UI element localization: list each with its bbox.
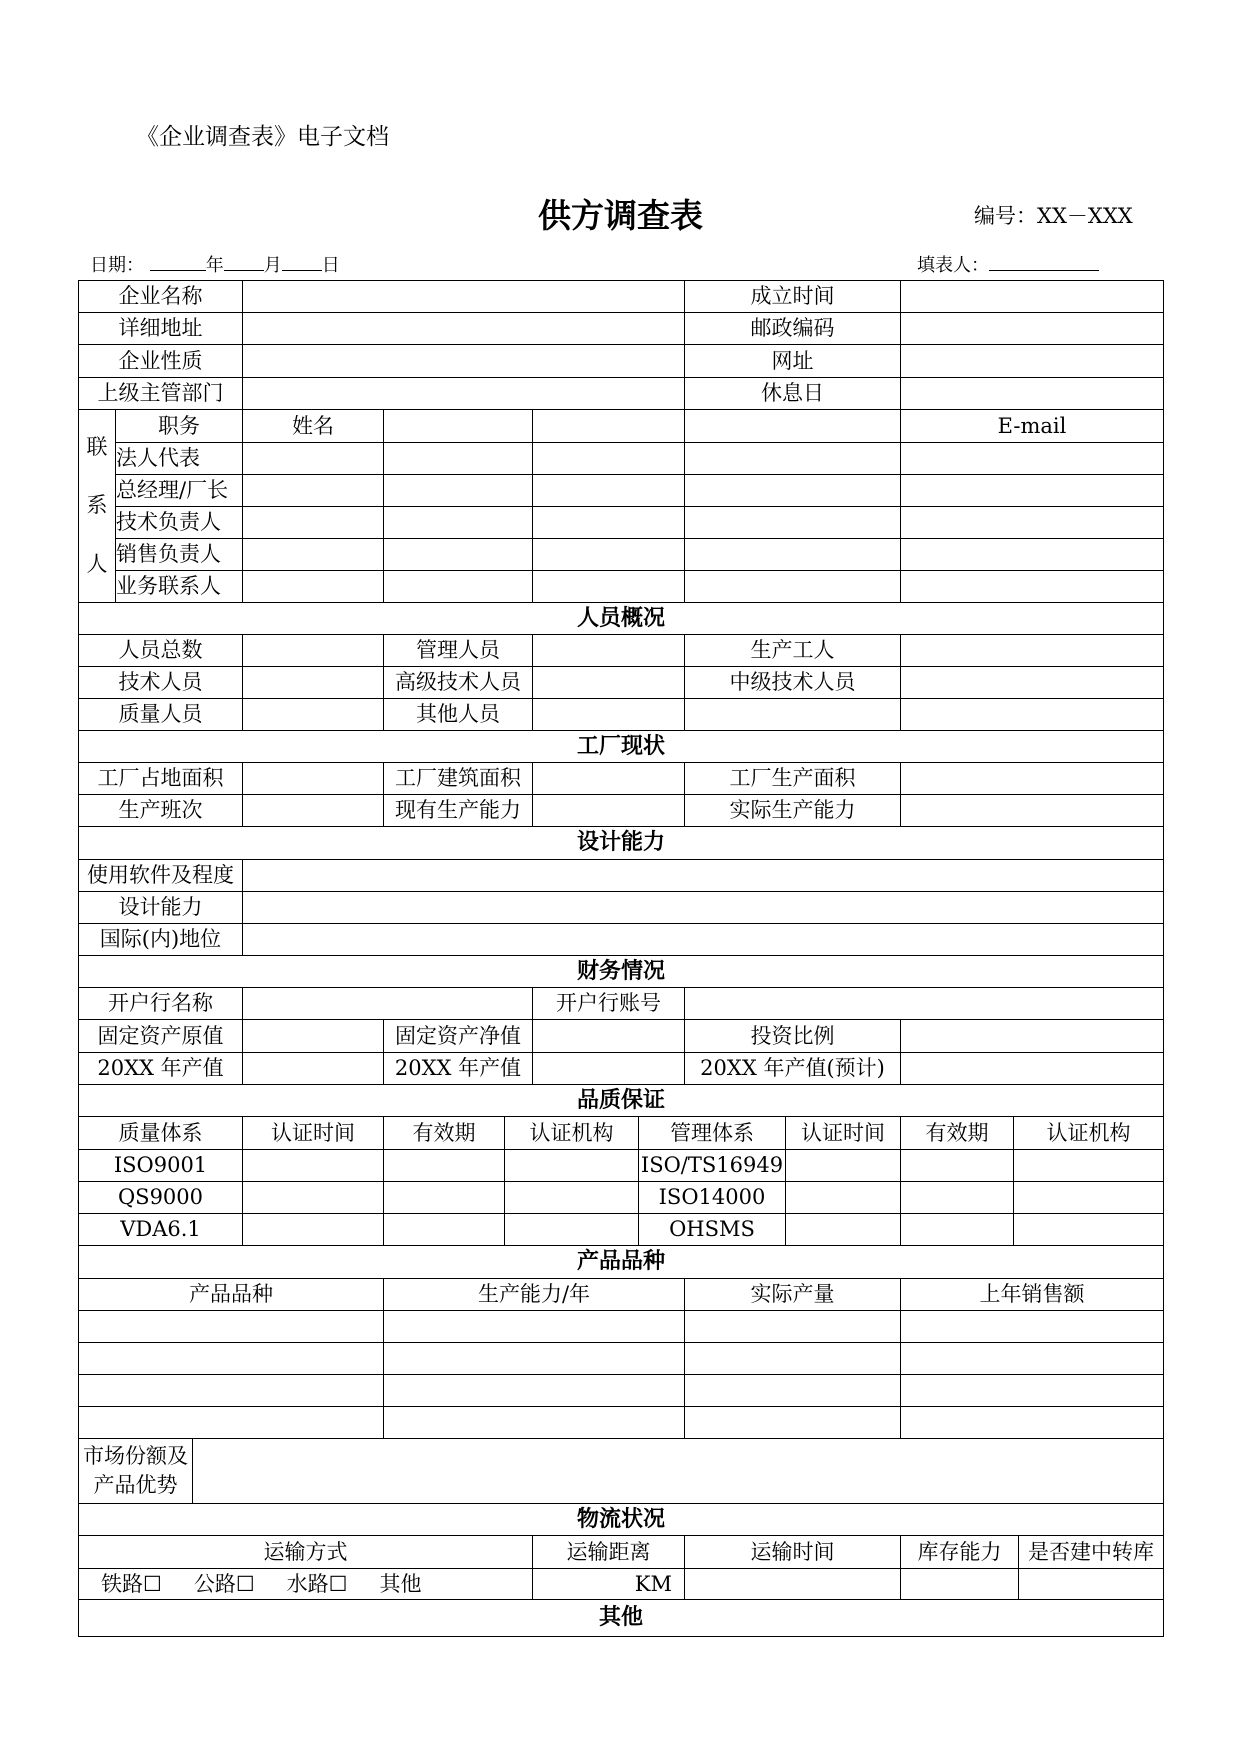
address-field[interactable] [243, 313, 685, 345]
contacts-side-char: 联 [86, 434, 108, 459]
role-label: 法人代表 [116, 443, 243, 475]
output-label: 20XX 年产值 [79, 1053, 243, 1085]
transport-time-header: 运输时间 [685, 1536, 901, 1569]
cert-time-field[interactable] [786, 1214, 901, 1246]
market-share-line: 产品优势 [93, 1473, 178, 1497]
contact-name-field[interactable] [243, 475, 384, 507]
code-label: 编号： [974, 204, 1037, 228]
nature-label: 企业性质 [79, 345, 243, 378]
product-output-field[interactable] [685, 1311, 901, 1343]
other-staff-field[interactable] [533, 699, 685, 731]
cert-body-field[interactable] [1014, 1182, 1163, 1214]
cert-body-field[interactable] [1014, 1214, 1163, 1246]
output-label: 20XX 年产值 [384, 1053, 533, 1085]
cert-body-header: 认证机构 [505, 1117, 639, 1150]
role-label: 业务联系人 [116, 571, 243, 603]
contact-field[interactable] [384, 539, 533, 571]
contact-name-field[interactable] [243, 507, 384, 539]
product-capacity-field[interactable] [384, 1343, 685, 1375]
actual-capacity-field[interactable] [901, 795, 1163, 827]
water-checkbox[interactable]: 水路☐ [286, 1571, 348, 1596]
mid-tech-field[interactable] [901, 667, 1163, 699]
fixed-net-field[interactable] [533, 1020, 685, 1053]
bank-account-field[interactable] [685, 988, 1163, 1020]
current-capacity-field[interactable] [533, 795, 685, 827]
rest-day-label: 休息日 [685, 378, 901, 410]
role-label: 技术负责人 [116, 507, 243, 539]
document-code [974, 200, 1133, 230]
contact-field[interactable] [685, 507, 901, 539]
document-title: 《企业调查表》电子文档 [136, 124, 389, 150]
postcode-label: 邮政编码 [685, 313, 901, 345]
contact-email-field[interactable] [901, 475, 1163, 507]
role-label: 总经理/厂长 [116, 475, 243, 507]
contact-email-field[interactable] [901, 539, 1163, 571]
current-capacity-label: 现有生产能力 [384, 795, 533, 827]
contact-field[interactable] [384, 571, 533, 603]
variety-header: 产品品种 [79, 1279, 384, 1311]
contacts-side-char: 人 [86, 552, 108, 577]
other-staff-label: 其他人员 [384, 699, 533, 731]
km-unit: KM [634, 1571, 672, 1596]
day-label: 日 [321, 255, 340, 276]
distance-header: 运输距离 [533, 1536, 685, 1569]
workers-label: 生产工人 [685, 635, 901, 667]
validity-field[interactable] [384, 1182, 505, 1214]
contact-name-field[interactable] [243, 443, 384, 475]
validity-header: 有效期 [901, 1117, 1014, 1150]
products-section-title: 产品品种 [79, 1246, 1163, 1279]
transport-time-field[interactable] [685, 1569, 901, 1600]
transfer-depot-field[interactable] [1019, 1569, 1163, 1600]
shifts-label: 生产班次 [79, 795, 243, 827]
senior-tech-field[interactable] [533, 667, 685, 699]
other-mode-label: 其他 [379, 1571, 422, 1596]
staff-total-field[interactable] [243, 635, 384, 667]
quality-system-name: QS9000 [79, 1182, 243, 1214]
product-variety-field[interactable] [79, 1407, 384, 1439]
validity-header: 有效期 [384, 1117, 505, 1150]
market-share-line: 市场份额及 [83, 1443, 188, 1468]
validity-field[interactable] [901, 1150, 1014, 1182]
company-name-label: 企业名称 [79, 281, 243, 313]
contact-field[interactable] [533, 507, 685, 539]
website-field[interactable] [901, 345, 1163, 378]
market-position-label: 国际(内)地位 [79, 924, 243, 956]
quality-staff-label: 质量人员 [79, 699, 243, 731]
email-header: E-mail [901, 410, 1163, 443]
software-field[interactable] [243, 860, 1163, 892]
quality-system-name: ISO9001 [79, 1150, 243, 1182]
month-label: 月 [263, 255, 282, 276]
cert-time-field[interactable] [786, 1182, 901, 1214]
actual-output-header: 实际产量 [685, 1279, 901, 1311]
year-label: 年 [205, 255, 224, 276]
product-variety-field[interactable] [79, 1311, 384, 1343]
address-label: 详细地址 [79, 313, 243, 345]
nature-field[interactable] [243, 345, 685, 378]
product-capacity-field[interactable] [384, 1311, 685, 1343]
date-field [90, 251, 340, 277]
cert-time-field[interactable] [243, 1182, 384, 1214]
finance-section-title: 财务情况 [79, 956, 1163, 988]
production-area-field[interactable] [901, 763, 1163, 795]
technical-label: 技术人员 [79, 667, 243, 699]
management-system-header: 管理体系 [639, 1117, 786, 1150]
staff-blank [685, 699, 901, 731]
design-capability-label: 设计能力 [79, 892, 243, 924]
contact-name-field[interactable] [243, 571, 384, 603]
contact-field[interactable] [533, 443, 685, 475]
month-blank[interactable] [224, 254, 264, 271]
bank-name-field[interactable] [243, 988, 533, 1020]
management-system-name: ISO14000 [639, 1182, 786, 1214]
road-checkbox[interactable]: 公路☐ [193, 1571, 255, 1596]
fixed-original-field[interactable] [243, 1020, 384, 1053]
fixed-original-label: 固定资产原值 [79, 1020, 243, 1053]
building-area-label: 工厂建筑面积 [384, 763, 533, 795]
contact-name-field[interactable] [243, 539, 384, 571]
transport-mode-options [79, 1569, 533, 1600]
fixed-net-label: 固定资产净值 [384, 1020, 533, 1053]
superior-label: 上级主管部门 [79, 378, 243, 410]
land-area-field[interactable] [243, 763, 384, 795]
output-field[interactable] [243, 1053, 384, 1085]
code-value: XX－XXX [1037, 204, 1133, 228]
superior-field[interactable] [243, 378, 685, 410]
contact-field[interactable] [685, 539, 901, 571]
market-position-field[interactable] [243, 924, 1163, 956]
distance-field[interactable] [533, 1569, 685, 1600]
contact-email-field[interactable] [901, 443, 1163, 475]
validity-field[interactable] [384, 1150, 505, 1182]
filler-field [917, 251, 1099, 277]
filler-blank[interactable] [989, 254, 1099, 271]
quality-system-name: VDA6.1 [79, 1214, 243, 1246]
bank-name-label: 开户行名称 [79, 988, 243, 1020]
cert-time-field[interactable] [243, 1150, 384, 1182]
contact-header-blank [384, 410, 533, 443]
output-field[interactable] [533, 1053, 685, 1085]
product-variety-field[interactable] [79, 1375, 384, 1407]
contact-field[interactable] [384, 443, 533, 475]
design-section-title: 设计能力 [79, 827, 1163, 860]
cert-body-header: 认证机构 [1014, 1117, 1163, 1150]
investment-ratio-field[interactable] [901, 1020, 1163, 1053]
day-blank[interactable] [282, 254, 322, 271]
product-capacity-field[interactable] [384, 1375, 685, 1407]
contact-field[interactable] [533, 475, 685, 507]
form-title: 供方调查表 [538, 196, 703, 235]
rail-checkbox[interactable]: 铁路☐ [101, 1571, 162, 1596]
founded-field[interactable] [901, 281, 1163, 313]
management-system-name: ISO/TS16949 [639, 1150, 786, 1182]
actual-capacity-label: 实际生产能力 [685, 795, 901, 827]
design-capability-field[interactable] [243, 892, 1163, 924]
transfer-depot-header: 是否建中转库 [1019, 1536, 1163, 1569]
contact-header-blank [685, 410, 901, 443]
mid-tech-label: 中级技术人员 [685, 667, 901, 699]
building-area-field[interactable] [533, 763, 685, 795]
transport-mode-header: 运输方式 [79, 1536, 533, 1569]
quality-system-header: 质量体系 [79, 1117, 243, 1150]
founded-label: 成立时间 [685, 281, 901, 313]
product-sales-field[interactable] [901, 1343, 1163, 1375]
cert-time-header: 认证时间 [786, 1117, 901, 1150]
contact-header-blank [533, 410, 685, 443]
managers-label: 管理人员 [384, 635, 533, 667]
market-share-label [79, 1439, 193, 1504]
product-sales-field[interactable] [901, 1407, 1163, 1439]
managers-field[interactable] [533, 635, 685, 667]
contact-field[interactable] [533, 571, 685, 603]
contact-field[interactable] [384, 475, 533, 507]
bank-account-label: 开户行账号 [533, 988, 685, 1020]
validity-field[interactable] [901, 1214, 1014, 1246]
survey-form [78, 280, 1164, 1637]
management-system-name: OHSMS [639, 1214, 786, 1246]
cert-body-field[interactable] [505, 1182, 639, 1214]
software-label: 使用软件及程度 [79, 860, 243, 892]
name-header: 姓名 [243, 410, 384, 443]
storage-field[interactable] [901, 1569, 1019, 1600]
investment-ratio-label: 投资比例 [685, 1020, 901, 1053]
logistics-section-title: 物流状况 [79, 1504, 1163, 1536]
shifts-field[interactable] [243, 795, 384, 827]
company-name-field[interactable] [243, 281, 685, 313]
factory-section-title: 工厂现状 [79, 731, 1163, 763]
capacity-year-header: 生产能力/年 [384, 1279, 685, 1311]
contact-field[interactable] [384, 507, 533, 539]
year-blank[interactable] [150, 254, 206, 271]
cert-time-field[interactable] [243, 1214, 384, 1246]
workers-field[interactable] [901, 635, 1163, 667]
technical-field[interactable] [243, 667, 384, 699]
cert-time-field[interactable] [786, 1150, 901, 1182]
cert-time-header: 认证时间 [243, 1117, 384, 1150]
role-label: 销售负责人 [116, 539, 243, 571]
output-forecast-label: 20XX 年产值(预计) [685, 1053, 901, 1085]
contact-email-field[interactable] [901, 507, 1163, 539]
senior-tech-label: 高级技术人员 [384, 667, 533, 699]
date-label: 日期： [90, 255, 144, 276]
contacts-side-char: 系 [86, 493, 108, 518]
storage-header: 库存能力 [901, 1536, 1019, 1569]
contact-field[interactable] [685, 475, 901, 507]
product-capacity-field[interactable] [384, 1407, 685, 1439]
filler-label: 填表人： [917, 255, 989, 276]
staff-total-label: 人员总数 [79, 635, 243, 667]
contact-email-field[interactable] [901, 571, 1163, 603]
last-sales-header: 上年销售额 [901, 1279, 1163, 1311]
rest-day-field[interactable] [901, 378, 1163, 410]
quality-section-title: 品质保证 [79, 1085, 1163, 1117]
product-output-field[interactable] [685, 1343, 901, 1375]
staff-section-title: 人员概况 [79, 603, 1163, 635]
product-output-field[interactable] [685, 1407, 901, 1439]
cert-body-field[interactable] [505, 1214, 639, 1246]
validity-field[interactable] [901, 1182, 1014, 1214]
cert-body-field[interactable] [505, 1150, 639, 1182]
contact-field[interactable] [685, 571, 901, 603]
validity-field[interactable] [384, 1214, 505, 1246]
staff-blank-field[interactable] [901, 699, 1163, 731]
market-share-field[interactable] [193, 1439, 1163, 1504]
other-section-title: 其他 [598, 1605, 643, 1630]
product-sales-field[interactable] [901, 1311, 1163, 1343]
cert-body-field[interactable] [1014, 1150, 1163, 1182]
contact-field[interactable] [533, 539, 685, 571]
position-header: 职务 [116, 410, 243, 443]
land-area-label: 工厂占地面积 [79, 763, 243, 795]
contact-field[interactable] [685, 443, 901, 475]
postcode-field[interactable] [901, 313, 1163, 345]
product-variety-field[interactable] [79, 1343, 384, 1375]
product-sales-field[interactable] [901, 1375, 1163, 1407]
output-forecast-field[interactable] [901, 1053, 1163, 1085]
quality-staff-field[interactable] [243, 699, 384, 731]
product-output-field[interactable] [685, 1375, 901, 1407]
production-area-label: 工厂生产面积 [685, 763, 901, 795]
contacts-side-label [79, 410, 116, 603]
website-label: 网址 [685, 345, 901, 378]
